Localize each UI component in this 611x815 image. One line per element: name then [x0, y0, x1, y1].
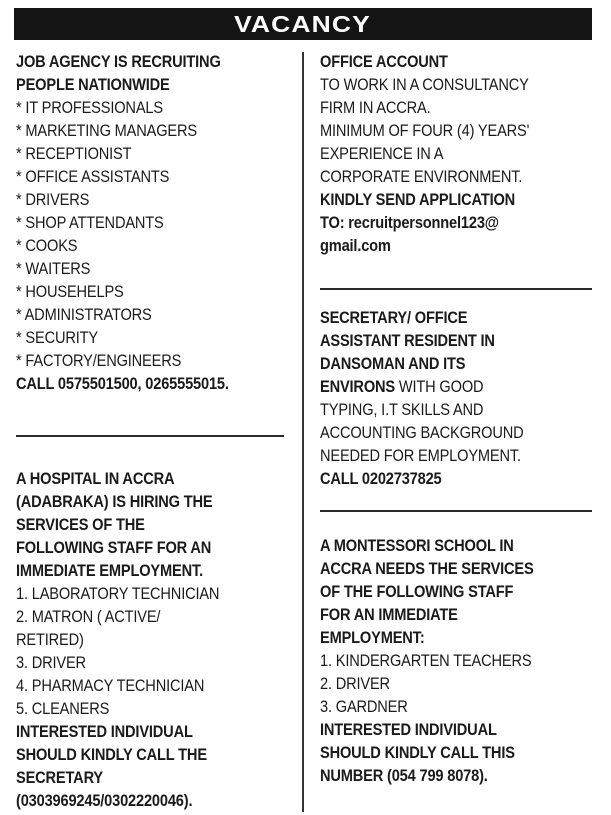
montessori-ad [320, 534, 592, 787]
list-item: * SECURITY [16, 328, 98, 347]
ad-heading-line: SERVICES OF THE [16, 515, 145, 534]
ad-body-line: MINIMUM OF FOUR (4) YEARS' [320, 121, 530, 140]
list-item: * ADMINISTRATORS [16, 305, 152, 324]
job-agency-ad [16, 50, 284, 395]
ad-heading-line: SECRETARY/ OFFICE [320, 308, 468, 327]
ad-body-line: EXPERIENCE IN A [320, 144, 444, 163]
secretary-ad [320, 306, 592, 490]
list-item: * WAITERS [16, 259, 91, 278]
list-item: * FACTORY/ENGINEERS [16, 351, 182, 370]
list-item: RETIRED) [16, 630, 84, 649]
ad-contact-line: CALL 0202737825 [320, 469, 442, 488]
ad-heading-line: A HOSPITAL IN ACCRA [16, 469, 175, 488]
ad-heading-fragment: ENVIRONS [320, 377, 395, 396]
hospital-ad [16, 467, 284, 812]
list-item: 5. CLEANERS [16, 699, 110, 718]
ad-contact-line: KINDLY SEND APPLICATION [320, 190, 516, 209]
ad-contact-line: INTERESTED INDIVIDUAL [320, 720, 497, 739]
ad-contact-line: (0303969245/0302220046). [16, 791, 193, 810]
ad-contact-line: SHOULD KINDLY CALL THE [16, 745, 207, 764]
column-divider [302, 52, 304, 812]
ad-body-line: TO WORK IN A CONSULTANCY [320, 75, 529, 94]
list-item: * IT PROFESSIONALS [16, 98, 163, 117]
ad-contact-line: TO: recruitpersonnel123@ [320, 213, 499, 232]
list-item: * DRIVERS [16, 190, 90, 209]
list-item: 3. DRIVER [16, 653, 86, 672]
ad-mixed-line [320, 375, 554, 398]
ad-body-fragment: WITH GOOD [394, 377, 484, 396]
list-item: * RECEPTIONIST [16, 144, 132, 163]
ad-separator [320, 510, 592, 512]
ad-contact-line: SECRETARY [16, 768, 103, 787]
ad-contact-line: CALL 0575501500, 0265555015. [16, 374, 229, 393]
ad-heading-line: A MONTESSORI SCHOOL IN [320, 536, 514, 555]
ad-heading-line: FOLLOWING STAFF FOR AN [16, 538, 212, 557]
ad-heading-line: IMMEDIATE EMPLOYMENT. [16, 561, 203, 580]
office-account-ad [320, 50, 592, 257]
ad-body-line: FIRM IN ACCRA. [320, 98, 431, 117]
vacancy-header-bar [14, 8, 592, 40]
ad-heading-line: JOB AGENCY IS RECRUITING [16, 52, 221, 71]
ad-heading-line: ASSISTANT RESIDENT IN [320, 331, 495, 350]
ad-heading-line: DANSOMAN AND ITS [320, 354, 466, 373]
ad-heading-line: OF THE FOLLOWING STAFF [320, 582, 514, 601]
ad-contact-line: INTERESTED INDIVIDUAL [16, 722, 193, 741]
list-item: 3. GARDNER [320, 697, 408, 716]
ad-contact-line: gmail.com [320, 236, 391, 255]
ad-separator [320, 288, 592, 290]
list-item: * COOKS [16, 236, 78, 255]
ad-heading-line: (ADABRAKA) IS HIRING THE [16, 492, 213, 511]
page-title: VACANCY [234, 10, 372, 37]
ad-contact-line: SHOULD KINDLY CALL THIS [320, 743, 515, 762]
ad-heading-line: PEOPLE NATIONWIDE [16, 75, 170, 94]
left-column [16, 50, 284, 812]
ad-heading-line: EMPLOYMENT: [320, 628, 425, 647]
list-item: * MARKETING MANAGERS [16, 121, 197, 140]
ad-body-line: TYPING, I.T SKILLS AND [320, 400, 484, 419]
ad-contact-line: NUMBER (054 799 8078). [320, 766, 488, 785]
list-item: * OFFICE ASSISTANTS [16, 167, 170, 186]
list-item: 1. LABORATORY TECHNICIAN [16, 584, 220, 603]
ad-separator [16, 435, 284, 437]
right-column [320, 50, 592, 787]
ad-heading-line: OFFICE ACCOUNT [320, 52, 448, 71]
ad-body-line: ACCOUNTING BACKGROUND [320, 423, 524, 442]
list-item: 2. DRIVER [320, 674, 390, 693]
ad-heading-line: FOR AN IMMEDIATE [320, 605, 458, 624]
ad-body-line: CORPORATE ENVIRONMENT. [320, 167, 523, 186]
list-item: * HOUSEHELPS [16, 282, 124, 301]
list-item: * SHOP ATTENDANTS [16, 213, 164, 232]
list-item: 4. PHARMACY TECHNICIAN [16, 676, 205, 695]
list-item: 2. MATRON ( ACTIVE/ [16, 607, 161, 626]
ad-heading-line: ACCRA NEEDS THE SERVICES [320, 559, 534, 578]
ad-body-line: NEEDED FOR EMPLOYMENT. [320, 446, 521, 465]
list-item: 1. KINDERGARTEN TEACHERS [320, 651, 532, 670]
